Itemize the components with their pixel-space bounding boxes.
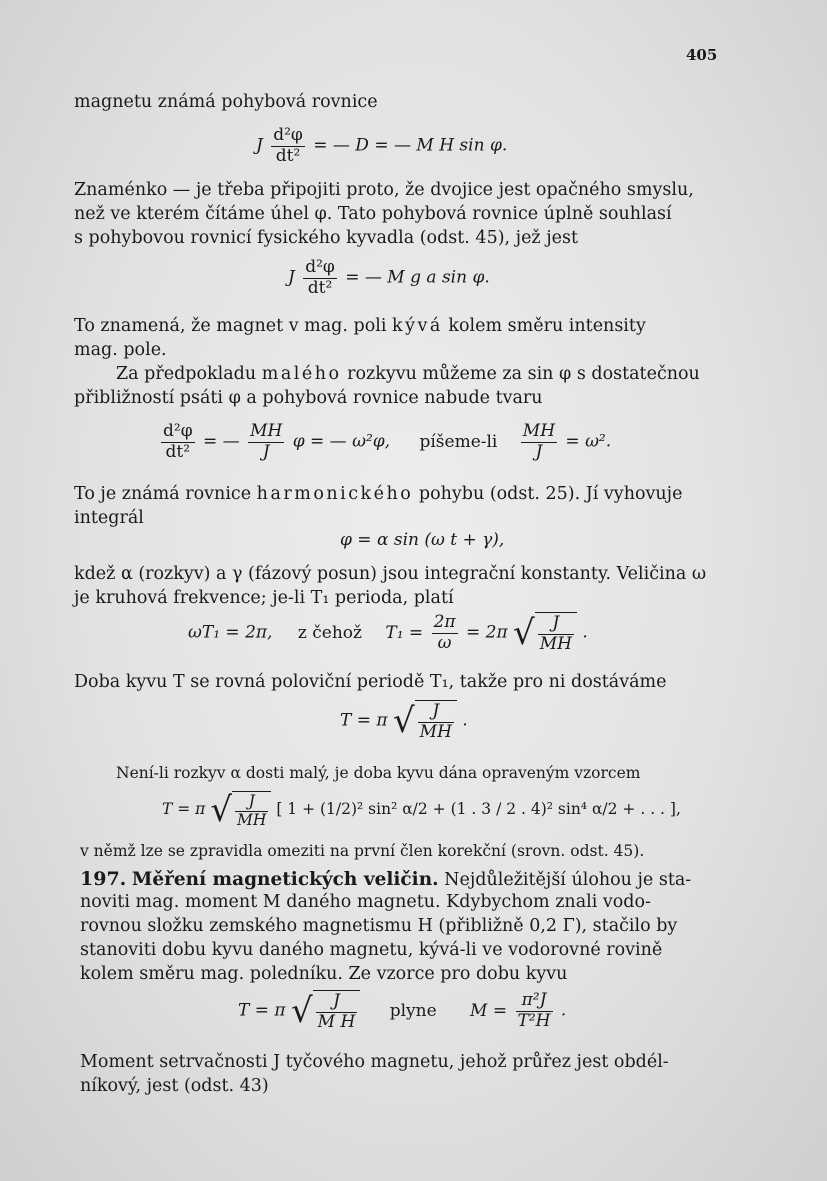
text-line: přibližností psáti φ a pohybová rovnice nabude tvaru bbox=[74, 388, 543, 408]
fraction: $\frac{\text{π²J}}{\text{T²H}}$ bbox=[517, 990, 551, 1031]
fraction: $\frac{2\pi}{\omega}$ bbox=[433, 612, 456, 653]
text-line: než ve kterém čítáme úhel φ. Tato pohybová rovnice úplně souhlasí bbox=[74, 204, 672, 224]
spaced-emphasis: kývá bbox=[392, 316, 443, 336]
section-number: 197. bbox=[80, 868, 127, 890]
square-root: √ $\frac{J}{MH}$ bbox=[210, 790, 271, 830]
eq-symbol: J bbox=[288, 267, 295, 288]
eq-symbol: J bbox=[256, 135, 263, 156]
text-line: Není-li rozkyv α dosti malý, je doba kyvu dána opraveným vzorcem bbox=[116, 764, 641, 782]
text-line: s pohybovou rovnicí fysického kyvadla (odst. 45), jež jest bbox=[74, 228, 579, 248]
eq-rhs: = — M g a sin φ. bbox=[345, 267, 490, 288]
square-root: √ $\frac{J}{\text{M H}}$ bbox=[291, 990, 360, 1032]
text-line: integrál bbox=[74, 508, 144, 528]
spaced-emphasis: harmonického bbox=[256, 484, 414, 504]
text-line: noviti mag. moment M daného magnetu. Kdybychom znali vodo- bbox=[80, 892, 651, 912]
equation-swing-time: T = π √ $\frac{J}{MH}$ . bbox=[340, 701, 468, 742]
text-line: v němž lze se zpravidla omeziti na první člen korekční (srovn. odst. 45). bbox=[80, 842, 645, 860]
page-number: 405 bbox=[686, 46, 718, 64]
fraction: $\frac{\text{d²φ}}{\text{dt²}}$ bbox=[163, 421, 193, 462]
text-line: je kruhová frekvence; je-li T₁ perioda, platí bbox=[74, 588, 454, 608]
text-line: mag. pole. bbox=[74, 340, 167, 360]
section-heading: 197. Měření magnetických veličin. Nejdůležitější úlohou je sta- bbox=[80, 868, 692, 890]
equation-harmonic: $\frac{\text{d²φ}}{\text{dt²}}$ = — $\frac{MH}{J}$ φ = — ω²φ, píšeme-li $\frac{MH}{J}$ = ω². bbox=[163, 421, 612, 462]
text-line: kolem směru mag. poledníku. Ze vzorce pro dobu kyvu bbox=[80, 964, 568, 984]
equation-integral: φ = α sin (ω t + γ), bbox=[340, 530, 505, 550]
fraction: $\frac{\text{d²φ}}{\text{dt²}}$ bbox=[305, 257, 335, 298]
text-line: kdež α (rozkyv) a γ (fázový posun) jsou integrační konstanty. Veličina ω bbox=[74, 564, 707, 584]
equation-moment: T = π √ $\frac{J}{\text{M H}}$ plyne M = $\frac{\text{π²J}}{\text{T²H}}$ . bbox=[238, 990, 567, 1032]
correction-series: [ 1 + (1/2)² sin² α/2 + (1 . 3 / 2 . 4)² sin⁴ α/2 + . . . ], bbox=[276, 800, 681, 818]
spaced-emphasis: malého bbox=[261, 364, 342, 384]
equation-corrected-period: T = π √ $\frac{J}{MH}$ [ 1 + (1/2)² sin² α/2 + (1 . 3 / 2 . 4)² sin⁴ α/2 + . . . ], bbox=[162, 790, 681, 830]
text-line: To je známá rovnice harmonického pohybu (odst. 25). Jí vyhovuje bbox=[74, 484, 683, 504]
square-root: √ $\frac{J}{MH}$ bbox=[513, 612, 577, 654]
text-line: Doba kyvu T se rovná poloviční periodě T₁, takže pro ni dostáváme bbox=[74, 672, 667, 692]
fraction: $\frac{MH}{J}$ bbox=[250, 421, 283, 462]
text-line: stanoviti dobu kyvu daného magnetu, kývá-li ve vodorovné rovině bbox=[80, 940, 663, 960]
fraction: $\frac{\text{d²φ}}{\text{dt²}}$ bbox=[273, 125, 303, 166]
equation-period: ωT₁ = 2π, z čehož T₁ = $\frac{2\pi}{\omega}$ = 2π √ $\frac{J}{MH}$ . bbox=[188, 612, 588, 654]
fraction: $\frac{MH}{J}$ bbox=[522, 421, 556, 462]
equation-pendulum bbox=[288, 258, 490, 298]
eq-rhs: = — D = — M H sin φ. bbox=[313, 135, 508, 156]
section-title: Měření magnetických veličin. bbox=[131, 869, 439, 890]
equation-rotation bbox=[256, 126, 507, 166]
text-line: magnetu známá pohybová rovnice bbox=[74, 92, 378, 112]
text-line: rovnou složku zemského magnetismu H (přibližně 0,2 Γ), stačilo by bbox=[80, 916, 678, 936]
text-line: níkový, jest (odst. 43) bbox=[80, 1076, 269, 1096]
text-line: To znamená, že magnet v mag. poli kývá kolem směru intensity bbox=[74, 316, 646, 336]
text-line: Za předpokladu malého rozkyvu můžeme za sin φ s dostatečnou bbox=[116, 364, 700, 384]
square-root: √ $\frac{J}{MH}$ bbox=[393, 700, 457, 742]
text-line: Znaménko — je třeba připojiti proto, že dvojice jest opačného smyslu, bbox=[74, 180, 694, 200]
text-line: Moment setrvačnosti J tyčového magnetu, jehož průřez jest obdél- bbox=[80, 1052, 669, 1072]
